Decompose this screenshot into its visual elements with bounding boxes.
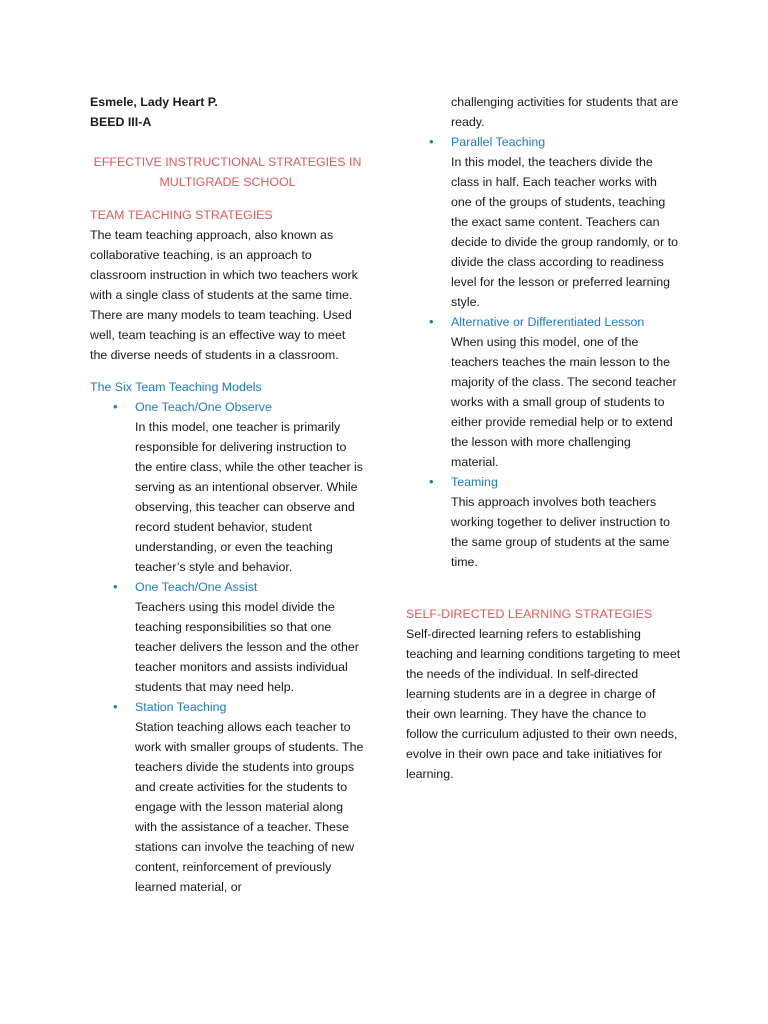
list-item — [406, 132, 681, 312]
title-line-1: EFFECTIVE INSTRUCTIONAL STRATEGIES IN — [93, 155, 362, 169]
bullet-icon: • — [113, 699, 118, 714]
model-body: Station teaching allows each teacher to work with smaller groups of students. The teachers divide the students into groups and create activities for the students to engage with the lesson material along with the assistance of a teacher. These stations can involve the teaching of new content, reinforcement of previously learned material, or — [135, 720, 364, 894]
left-column — [90, 92, 365, 897]
model-title: Alternative or Differentiated Lesson — [451, 315, 645, 329]
bullet-icon: • — [113, 399, 118, 414]
author-name: Esmele, Lady Heart P. — [90, 95, 218, 109]
self-directed-paragraph: Self-directed learning refers to establishing teaching and learning conditions targeting to meet the needs of the individual. In self-directed learning students are in a degree in charge of their own learning. They have the chance to follow the curriculum adjusted to their own needs, evolve in their own pace and take initiatives for learning. — [406, 627, 681, 781]
models-list-continued — [406, 132, 681, 572]
document-title — [90, 152, 365, 192]
model-body: In this model, one teacher is primarily responsible for delivering instruction to the entire class, while the other teacher is serving as an intentional observer. While observing, this teacher can observe and record student behavior, student understanding, or even the teaching teacher’s style and behavior. — [135, 420, 363, 574]
bullet-icon: • — [429, 474, 434, 489]
bullet-icon: • — [429, 314, 434, 329]
list-item — [406, 472, 681, 572]
models-heading: The Six Team Teaching Models — [90, 380, 262, 394]
self-directed-heading: SELF-DIRECTED LEARNING STRATEGIES — [406, 607, 653, 621]
course-section: BEED III-A — [90, 115, 152, 129]
list-item — [90, 697, 365, 897]
bullet-icon: • — [113, 579, 118, 594]
model-title: Station Teaching — [135, 700, 227, 714]
model-body: This approach involves both teachers working together to deliver instruction to the same group of students at the same time. — [451, 495, 671, 569]
team-teaching-heading: TEAM TEACHING STRATEGIES — [90, 208, 273, 222]
model-body: Teachers using this model divide the teaching responsibilities so that one teacher delivers the lesson and the other teacher monitors and assists individual students that may need help. — [135, 600, 359, 694]
list-item — [90, 397, 365, 577]
title-line-2: MULTIGRADE SCHOOL — [159, 175, 296, 189]
right-column — [406, 92, 681, 784]
self-directed-section — [406, 604, 681, 784]
models-list — [90, 397, 365, 897]
station-teaching-continuation: challenging activities for students that are ready. — [451, 95, 679, 129]
model-title: One Teach/One Observe — [135, 400, 272, 414]
model-title: Teaming — [451, 475, 498, 489]
team-teaching-paragraph: The team teaching approach, also known as collaborative teaching, is an approach to classroom instruction in which two teachers work with a single class of students at the same time. There are many models to team teaching. Used well, team teaching is an effective way to meet the diverse needs of students in a classroom. — [90, 228, 358, 362]
bullet-icon: • — [429, 134, 434, 149]
model-body: When using this model, one of the teachers teaches the main lesson to the majority of the class. The second teacher works with a small group of students to either provide remedial help or to extend the lesson with more challenging material. — [451, 335, 677, 469]
list-item — [406, 312, 681, 472]
list-item — [90, 577, 365, 697]
model-title: Parallel Teaching — [451, 135, 546, 149]
model-body: In this model, the teachers divide the class in half. Each teacher works with one of the groups of students, teaching the exact same content. Teachers can decide to divide the group randomly, or to divide the class according to readiness level for the lesson or preferred learning style. — [451, 155, 679, 309]
model-title: One Teach/One Assist — [135, 580, 258, 594]
